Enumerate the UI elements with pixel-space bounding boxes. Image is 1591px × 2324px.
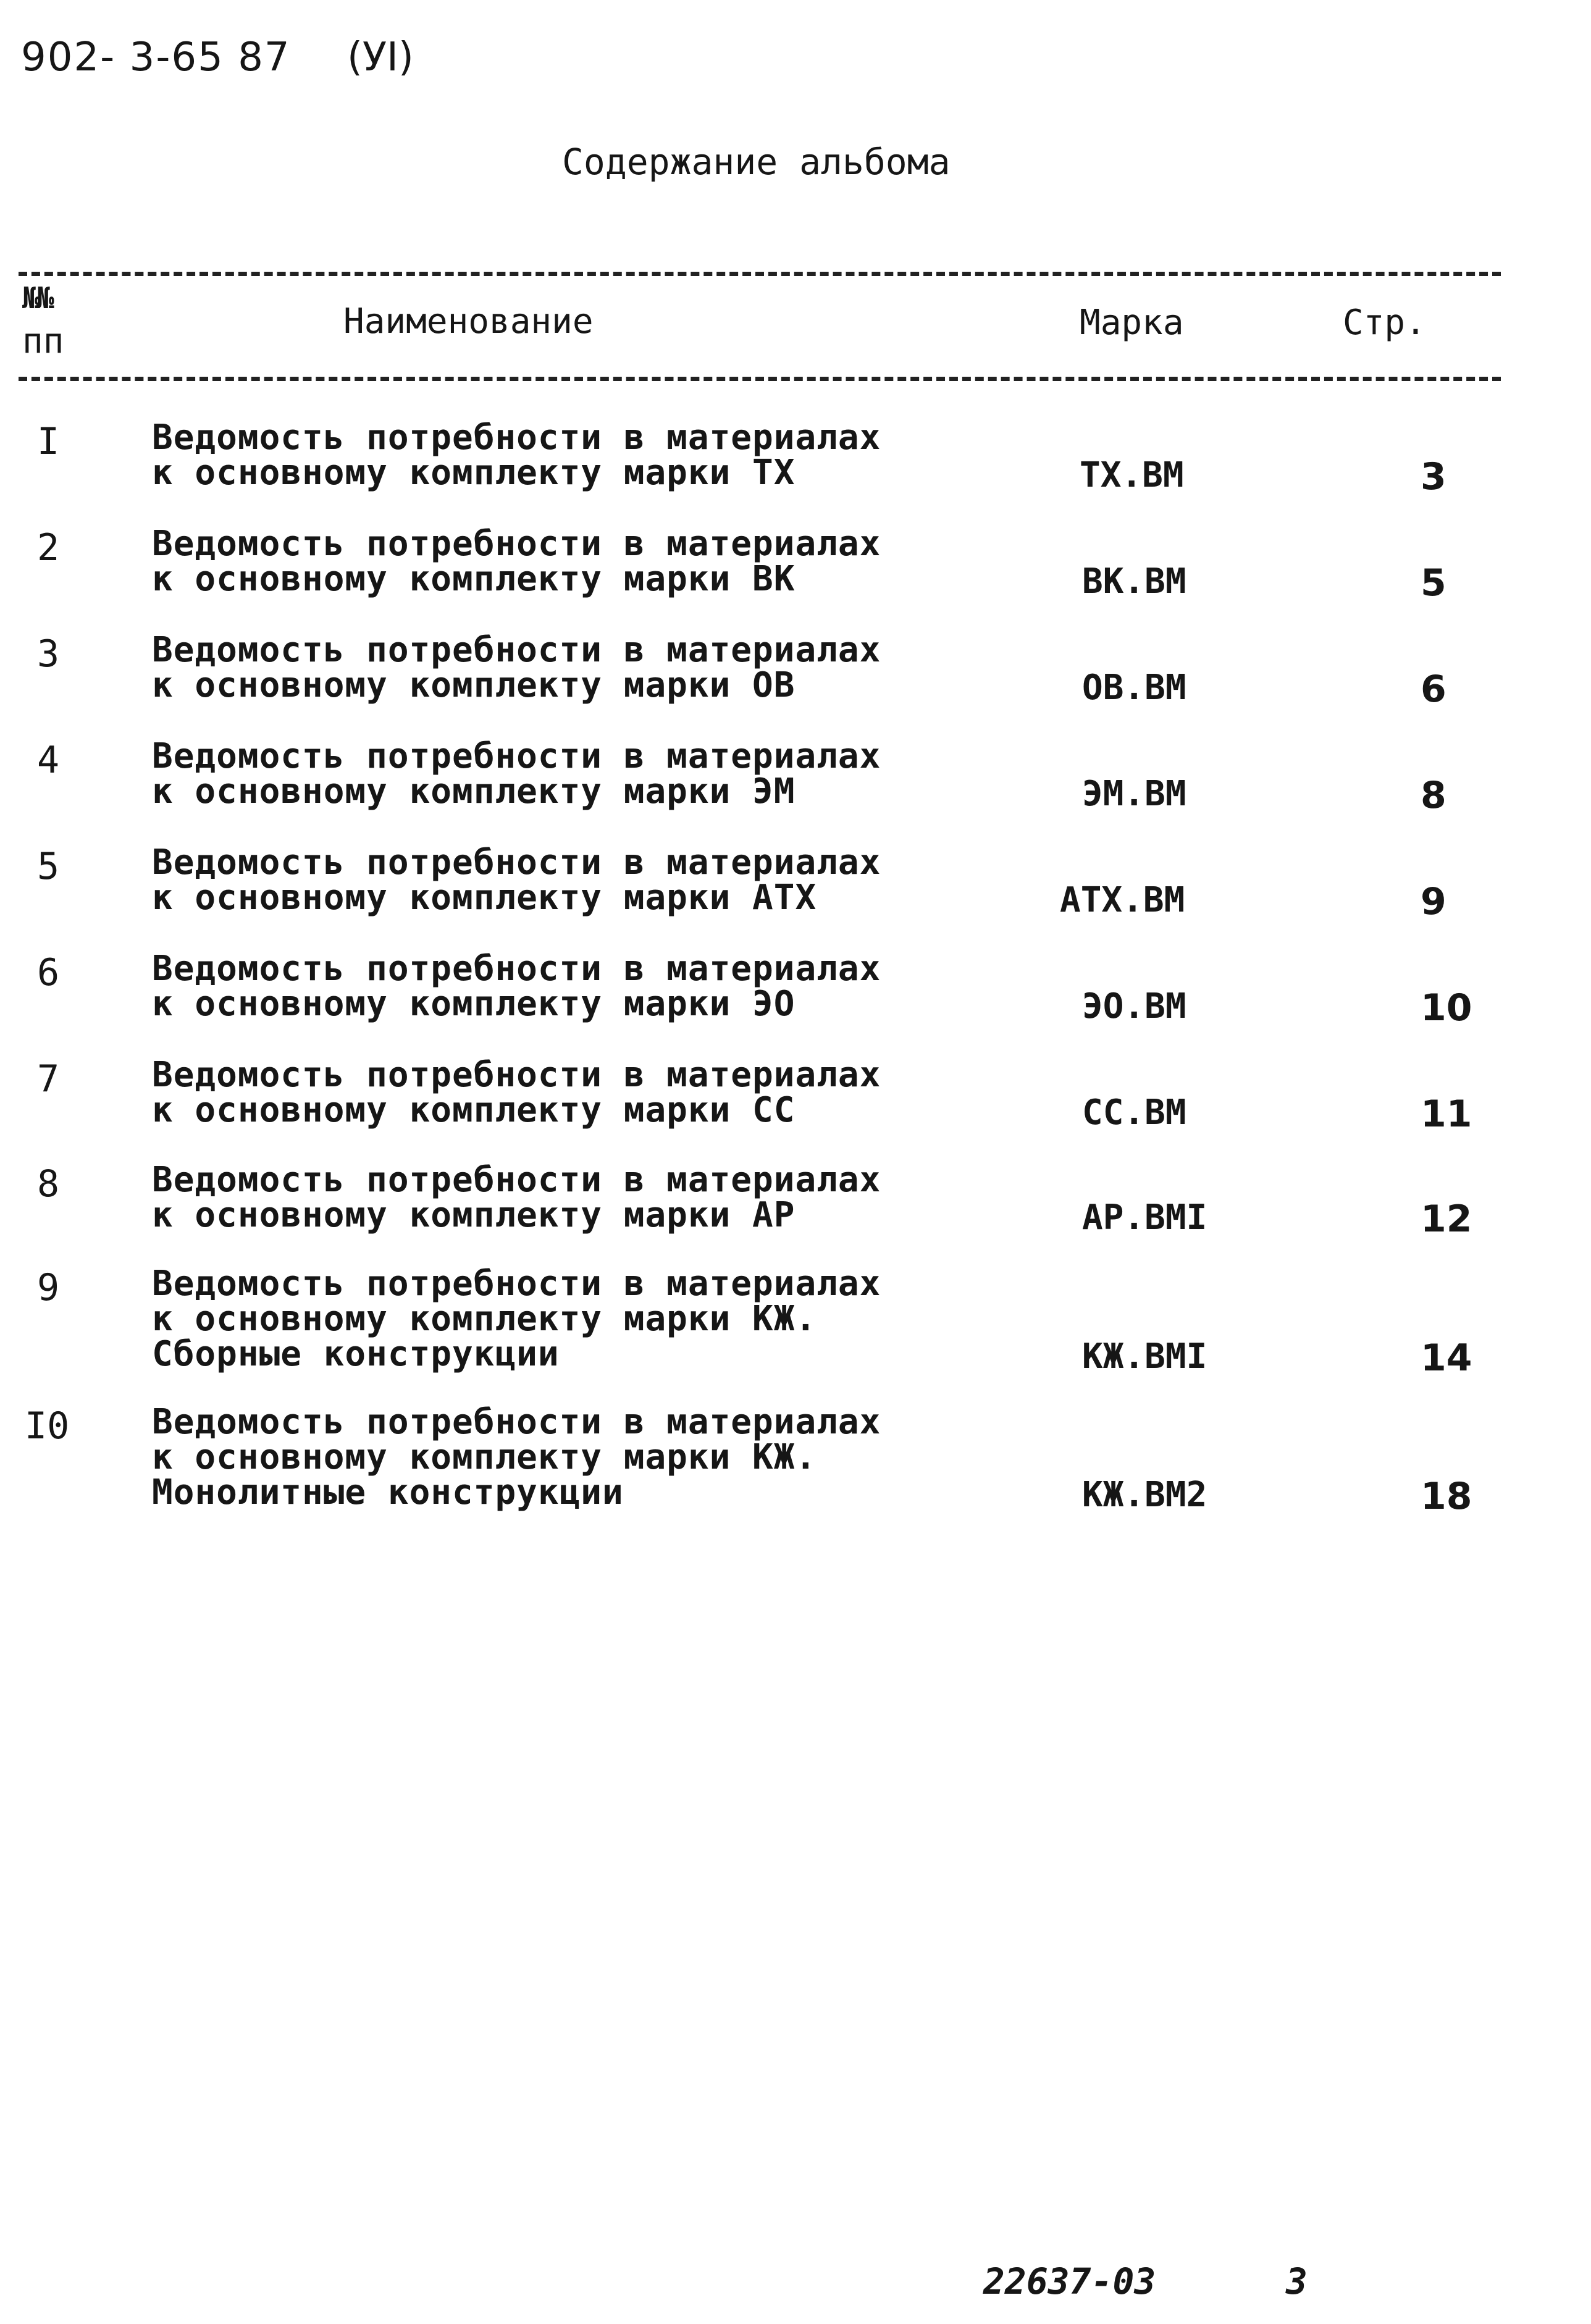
row-number: 6 [37, 951, 60, 994]
row-mark: СС.ВМ [1082, 1093, 1186, 1133]
row-title: Ведомость потребности в материалах к основному комплекту марки КЖ. Монолитные конструкции [152, 1402, 881, 1512]
row-mark: ЭМ.ВМ [1082, 774, 1186, 814]
column-header-number-sub: пп [22, 321, 64, 361]
row-title: Ведомость потребности в материалах к основному комплекту марки АР [152, 1160, 881, 1235]
row-mark: ОВ.ВМ [1082, 668, 1186, 708]
row-page: 5 [1421, 561, 1446, 605]
row-title: Ведомость потребности в материалах к основному комплекту марки ЭО [152, 949, 881, 1024]
row-title: Ведомость потребности в материалах к основному комплекту марки СС [152, 1055, 881, 1130]
column-header-number: №№ [22, 281, 51, 316]
row-page: 6 [1421, 668, 1446, 711]
column-header-mark: Марка [1080, 303, 1184, 343]
row-page: 11 [1421, 1093, 1472, 1136]
row-page: 9 [1421, 880, 1446, 923]
row-mark: АР.ВМI [1082, 1198, 1207, 1238]
document-code: 902- 3-65 87 [21, 35, 291, 80]
row-mark: ВК.ВМ [1082, 561, 1186, 602]
row-page: 18 [1421, 1475, 1472, 1518]
footer-page-number: 3 [1286, 2260, 1308, 2302]
footer-document-code: 22637-03 [983, 2260, 1156, 2302]
row-title: Ведомость потребности в материалах к основному комплекту марки КЖ. Сборные конструкции [152, 1264, 881, 1374]
row-page: 14 [1421, 1336, 1472, 1380]
row-number: 7 [37, 1057, 60, 1101]
row-title: Ведомость потребности в материалах к основному комплекту марки ТХ [152, 417, 881, 493]
row-title: Ведомость потребности в материалах к основному комплекту марки ЭМ [152, 736, 881, 812]
table-header-rule [19, 377, 1501, 381]
page-title: Содержание альбома [562, 141, 951, 183]
row-page: 12 [1421, 1198, 1472, 1241]
document-variant: (УI) [347, 35, 414, 80]
row-number: 9 [37, 1266, 60, 1309]
row-mark: ТХ.ВМ [1080, 455, 1184, 495]
row-number: 5 [37, 845, 60, 888]
row-mark: КЖ.ВМI [1082, 1336, 1207, 1377]
row-mark: АТХ.ВМ [1060, 880, 1185, 920]
row-mark: КЖ.ВМ2 [1082, 1475, 1207, 1515]
column-header-page: Стр. [1343, 303, 1426, 343]
row-title: Ведомость потребности в материалах к основному комплекту марки АТХ [152, 842, 881, 918]
row-title: Ведомость потребности в материалах к основному комплекту марки ОВ [152, 630, 881, 705]
row-title: Ведомость потребности в материалах к основному комплекту марки ВК [152, 524, 881, 599]
row-number: I [37, 420, 60, 463]
row-number: 8 [37, 1162, 60, 1206]
row-page: 10 [1421, 986, 1472, 1030]
table-top-rule [19, 272, 1501, 276]
row-number: I0 [25, 1404, 70, 1448]
row-number: 3 [37, 632, 60, 676]
row-page: 8 [1421, 774, 1446, 817]
column-header-name: Наименование [343, 301, 594, 342]
row-number: 4 [37, 739, 60, 782]
row-page: 3 [1421, 455, 1446, 498]
row-mark: ЭО.ВМ [1082, 986, 1186, 1026]
row-number: 2 [37, 526, 60, 569]
